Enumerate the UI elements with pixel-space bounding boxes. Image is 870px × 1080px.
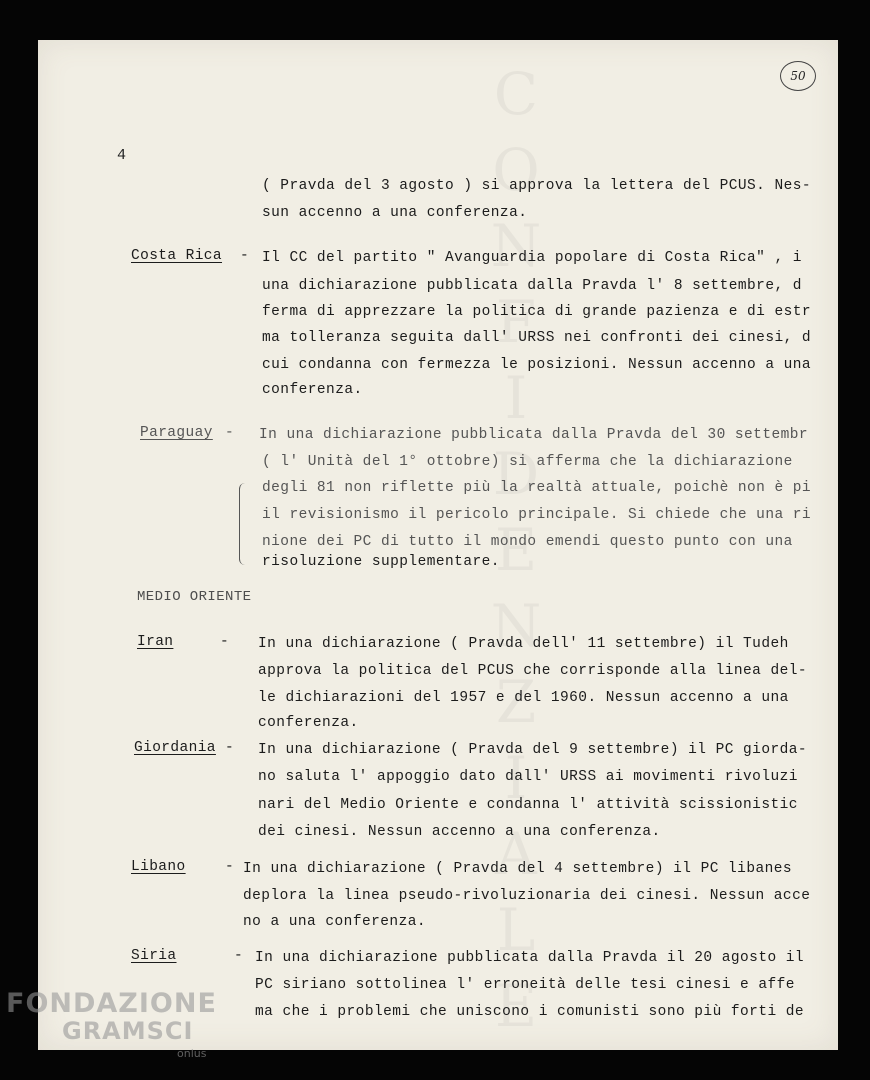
country-label-libano: Libano — [131, 859, 186, 875]
giordania-dash: - — [225, 740, 235, 756]
costa-rica-line-1: Il CC del partito " Avanguardia popolare di Costa Rica" , i — [262, 250, 802, 266]
country-label-paraguay: Paraguay — [140, 425, 213, 441]
paraguay-line-1: In una dichiarazione pubblicata dalla Pravda del 30 settembr — [259, 427, 809, 443]
siria-line-3: ma che i problemi che uniscono i comunisti sono più forti de — [255, 1004, 805, 1020]
paraguay-line-4: il revisionismo il pericolo principale. Si chiede che una ri — [262, 507, 812, 523]
giordania-line-2: no saluta l' appoggio dato dall' URSS ai movimenti rivoluzi — [258, 769, 798, 785]
paraguay-line-3: degli 81 non riflette più la realtà attuale, poichè non è pi — [262, 480, 812, 496]
siria-line-1: In una dichiarazione pubblicata dalla Pravda il 20 agosto il — [255, 950, 805, 966]
page-number: 4 — [117, 147, 127, 164]
document-page — [38, 40, 838, 1050]
giordania-line-3: nari del Medio Oriente e condanna l' attività scissionistic — [258, 797, 798, 813]
paraguay-line-2: ( l' Unità del 1° ottobre) si afferma che la dichiarazione — [262, 454, 793, 470]
country-label-costa-rica: Costa Rica — [131, 248, 223, 264]
giordania-line-4: dei cinesi. Nessun accenno a una conferenza. — [258, 824, 661, 840]
costa-rica-dash: - — [240, 248, 250, 264]
costa-rica-line-5: cui condanna con fermezza le posizioni. Nessun accenno a una — [262, 357, 812, 373]
gramsci-logo-text: GRAMSCI — [62, 1017, 194, 1045]
iran-line-3: le dichiarazioni del 1957 e del 1960. Nessun accenno a una — [258, 690, 789, 706]
costa-rica-line-2: una dichiarazione pubblicata dalla Pravda l' 8 settembre, d — [262, 278, 802, 294]
iran-line-1: In una dichiarazione ( Pravda dell' 11 settembre) il Tudeh — [258, 636, 789, 652]
archive-stamp-number: 50 — [780, 61, 816, 91]
iran-line-4: conferenza. — [258, 715, 359, 731]
paraguay-dash: - — [225, 425, 235, 441]
country-label-iran: Iran — [137, 634, 174, 650]
country-label-giordania: Giordania — [134, 740, 216, 756]
onlus-text: onlus — [177, 1047, 207, 1060]
section-heading-medio-oriente: MEDIO ORIENTE — [137, 589, 252, 605]
libano-line-1: In una dichiarazione ( Pravda del 4 settembre) il PC libanes — [243, 861, 793, 877]
iran-line-2: approva la politica del PCUS che corrisponde alla linea del- — [258, 663, 808, 679]
giordania-line-1: In una dichiarazione ( Pravda del 9 settembre) il PC giorda- — [258, 742, 808, 758]
libano-line-2: deplora la linea pseudo-rivoluzionaria dei cinesi. Nessun acce — [243, 888, 811, 904]
intro-line-1: ( Pravda del 3 agosto ) si approva la lettera del PCUS. Nes- — [262, 178, 812, 194]
costa-rica-line-4: ma tolleranza seguita dall' URSS nei confronti dei cinesi, d — [262, 330, 812, 346]
siria-dash: - — [234, 948, 244, 964]
libano-dash: - — [225, 859, 235, 875]
siria-line-2: PC siriano sottolinea l' erroneità delle tesi cinesi e affe — [255, 977, 795, 993]
margin-bracket-mark — [239, 483, 248, 565]
iran-dash: - — [220, 634, 230, 650]
intro-line-2: sun accenno a una conferenza. — [262, 205, 528, 221]
costa-rica-line-3: ferma di apprezzare la politica di grande pazienza e di estr — [262, 304, 812, 320]
paraguay-line-5: nione dei PC di tutto il mondo emendi questo punto con una — [262, 534, 793, 550]
country-label-siria: Siria — [131, 948, 177, 964]
fondazione-logo-text: FONDAZIONE — [6, 988, 217, 1019]
paraguay-line-6: risoluzione supplementare. — [262, 554, 500, 570]
libano-line-3: no a una conferenza. — [243, 914, 427, 930]
costa-rica-line-6: conferenza. — [262, 382, 363, 398]
